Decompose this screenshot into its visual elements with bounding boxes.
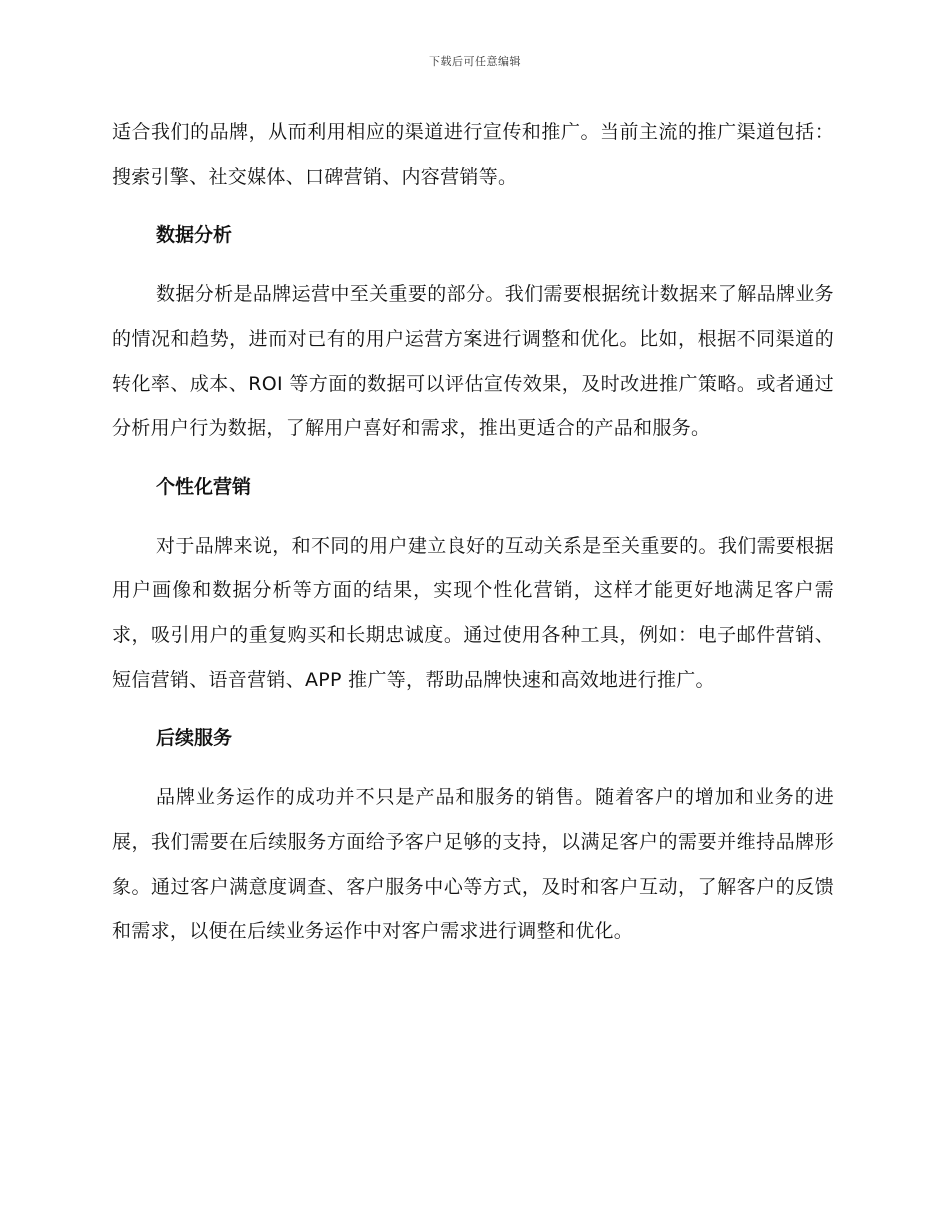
section-heading-data-analysis: 数据分析: [156, 224, 233, 247]
document-body: [112, 110, 834, 954]
section-paragraph-personalized-marketing: 对于品牌来说，和不同的用户建立良好的互动关系是至关重要的。我们需要根据用户画像和数据分析等方面的结果，实现个性化营销，这样才能更好地满足客户需求，吸引用户的重复购买和长期忠诚度。通过使用各种工具，例如：电子邮件营销、短信营销、语音营销、APP 推广等，帮助品牌快速和高效地进行推广。: [112, 534, 834, 691]
section-paragraph-follow-up-service: 品牌业务运作的成功并不只是产品和服务的销售。随着客户的增加和业务的进展，我们需要在后续服务方面给予客户足够的支持，以满足客户的需要并维持品牌形象。通过客户满意度调查、客户服务中心等方式，及时和客户互动，了解客户的反馈和需求，以便在后续业务运作中对客户需求进行调整和优化。: [112, 786, 834, 943]
section-heading-follow-up-service: 后续服务: [156, 727, 233, 750]
page-header: 下载后可任意编辑: [429, 55, 521, 68]
intro-paragraph: 适合我们的品牌，从而利用相应的渠道进行宣传和推广。当前主流的推广渠道包括：搜索引擎、社交媒体、口碑营销、内容营销等。: [112, 121, 834, 188]
section-heading-personalized-marketing: 个性化营销: [156, 475, 252, 498]
section-paragraph-data-analysis: 数据分析是品牌运营中至关重要的部分。我们需要根据统计数据来了解品牌业务的情况和趋势，进而对已有的用户运营方案进行调整和优化。比如，根据不同渠道的转化率、成本、ROI 等方面的数据可以评估宣传效果，及时改进推广策略。或者通过分析用户行为数据，了解用户喜好和需求，推出更适合的产品和服务。: [112, 283, 834, 440]
